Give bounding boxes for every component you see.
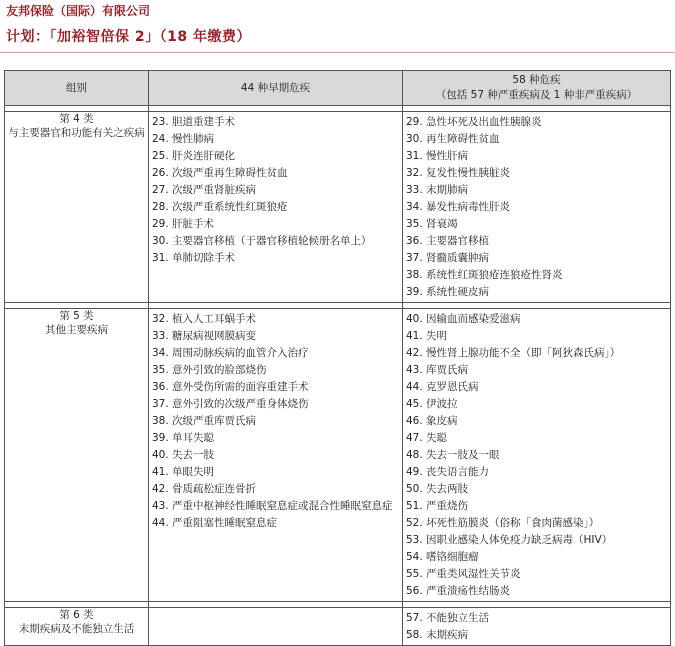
illness-item: 27. 次级严重肾脏疾病 (152, 184, 257, 196)
illness-item: 51. 严重烧伤 (406, 500, 469, 512)
illness-item: 43. 库贾氏病 (406, 364, 469, 376)
illness-item: 38. 次级严重库贾氏病 (152, 415, 257, 427)
illness-item: 30. 主要器官移植（于器官移植轮候册名单上） (152, 235, 372, 247)
header-divider (0, 52, 675, 53)
early-list-cell-4 (149, 112, 403, 303)
illness-item: 40. 失去一肢 (152, 449, 215, 461)
illness-item: 35. 肾衰竭 (406, 218, 458, 230)
illness-item: 35. 意外引致的脸部烧伤 (152, 364, 267, 376)
illness-item: 58. 末期疾病 (406, 629, 469, 641)
header-early-illness: 44 种早期危疾 (149, 71, 403, 106)
illness-item: 23. 胆道重建手术 (152, 116, 236, 128)
illness-item: 50. 失去两肢 (406, 483, 469, 495)
illness-item: 37. 意外引致的次级严重身体烧伤 (152, 398, 309, 410)
early-list (149, 608, 402, 611)
illness-item: 29. 肝脏手术 (152, 218, 215, 230)
group-desc: 其他主要疾病 (45, 324, 108, 336)
illness-item: 31. 单肺切除手术 (152, 252, 236, 264)
illness-item: 53. 因职业感染人体免疫力缺乏病毒（HIV） (406, 534, 613, 546)
company-name: 友邦保险（国际）有限公司 (6, 4, 151, 18)
illness-item: 24. 慢性肺病 (152, 133, 215, 145)
illness-item: 43. 严重中枢神经性睡眠窒息症或混合性睡眠窒息症 (152, 500, 393, 512)
illness-item: 34. 周围动脉疾病的血管介入治疗 (152, 347, 309, 359)
illness-item: 42. 骨质疏松症连骨折 (152, 483, 257, 495)
illness-item: 41. 失明 (406, 330, 448, 342)
group-title: 第 5 类 (59, 310, 94, 322)
illness-item: 30. 再生障碍性贫血 (406, 133, 500, 145)
illness-item: 32. 复发性慢性胰脏炎 (406, 167, 511, 179)
illness-item: 36. 主要器官移植 (406, 235, 490, 247)
illness-item: 36. 意外受伤所需的面容重建手术 (152, 381, 309, 393)
illness-item: 34. 暴发性病毒性肝炎 (406, 201, 511, 213)
major-list (403, 112, 670, 302)
coverage-table (4, 70, 671, 646)
header-major-line1: 58 种危疾 (512, 74, 561, 86)
illness-item: 44. 严重阻塞性睡眠窒息症 (152, 517, 278, 529)
table-header-row (5, 71, 671, 106)
illness-item: 56. 严重溃疡性结肠炎 (406, 585, 511, 597)
early-list-cell-5 (149, 309, 403, 602)
group-title: 第 4 类 (59, 113, 94, 125)
major-list-cell-4 (403, 112, 671, 303)
illness-item: 26. 次级严重再生障碍性贫血 (152, 167, 288, 179)
early-list (149, 309, 402, 533)
illness-item: 33. 糖尿病视网膜病变 (152, 330, 257, 342)
illness-item: 38. 系统性红斑狼疮连狼疮性肾炎 (406, 269, 563, 281)
illness-item: 32. 植入人工耳蜗手术 (152, 313, 257, 325)
major-list (403, 608, 670, 645)
illness-item: 48. 失去一肢及一眼 (406, 449, 500, 461)
major-list-cell-5 (403, 309, 671, 602)
group-cell-6 (5, 608, 149, 646)
illness-item: 28. 次级严重系统性红斑狼疮 (152, 201, 288, 213)
group-cell-4 (5, 112, 149, 303)
early-list-cell-6 (149, 608, 403, 646)
header-major-illness (403, 71, 671, 106)
plan-title: 计划：「加裕智倍保 2」（18 年缴费） (6, 29, 251, 45)
header-group: 组别 (5, 71, 149, 106)
group-desc: 与主要器官和功能有关之疾病 (8, 127, 145, 139)
illness-item: 41. 单眼失明 (152, 466, 215, 478)
illness-item: 39. 系统性硬皮病 (406, 286, 490, 298)
illness-item: 25. 肝炎连肝硬化 (152, 150, 236, 162)
illness-item: 45. 伊波拉 (406, 398, 458, 410)
group-row-5 (5, 309, 671, 602)
group-desc: 末期疾病及不能独立生活 (18, 623, 135, 635)
illness-item: 46. 象皮病 (406, 415, 458, 427)
illness-item: 40. 因输血而感染爱滋病 (406, 313, 521, 325)
illness-item: 49. 丧失语言能力 (406, 466, 490, 478)
illness-item: 55. 严重类风湿性关节炎 (406, 568, 521, 580)
illness-item: 52. 坏死性筋膜炎（俗称「食肉菌感染」） (406, 517, 600, 529)
illness-item: 54. 嗜铬细胞瘤 (406, 551, 479, 563)
illness-item: 47. 失聪 (406, 432, 448, 444)
illness-item: 31. 慢性肝病 (406, 150, 469, 162)
group-title: 第 6 类 (59, 609, 94, 621)
illness-item: 37. 肾髓质囊肿病 (406, 252, 490, 264)
illness-item: 57. 不能独立生活 (406, 612, 490, 624)
illness-item: 39. 单耳失聪 (152, 432, 215, 444)
major-list-cell-6 (403, 608, 671, 646)
illness-item: 42. 慢性肾上腺功能不全（即「阿狄森氏病」） (406, 347, 621, 359)
group-row-6 (5, 608, 671, 646)
illness-item: 33. 末期肺病 (406, 184, 469, 196)
group-row-4 (5, 112, 671, 303)
header-major-line2: （包括 57 种严重疾病及 1 种非严重疾病） (435, 89, 638, 101)
major-list (403, 309, 670, 601)
illness-item: 29. 急性坏死及出血性胰腺炎 (406, 116, 542, 128)
illness-item: 44. 克罗恩氏病 (406, 381, 479, 393)
early-list (149, 112, 402, 268)
group-cell-5 (5, 309, 149, 602)
